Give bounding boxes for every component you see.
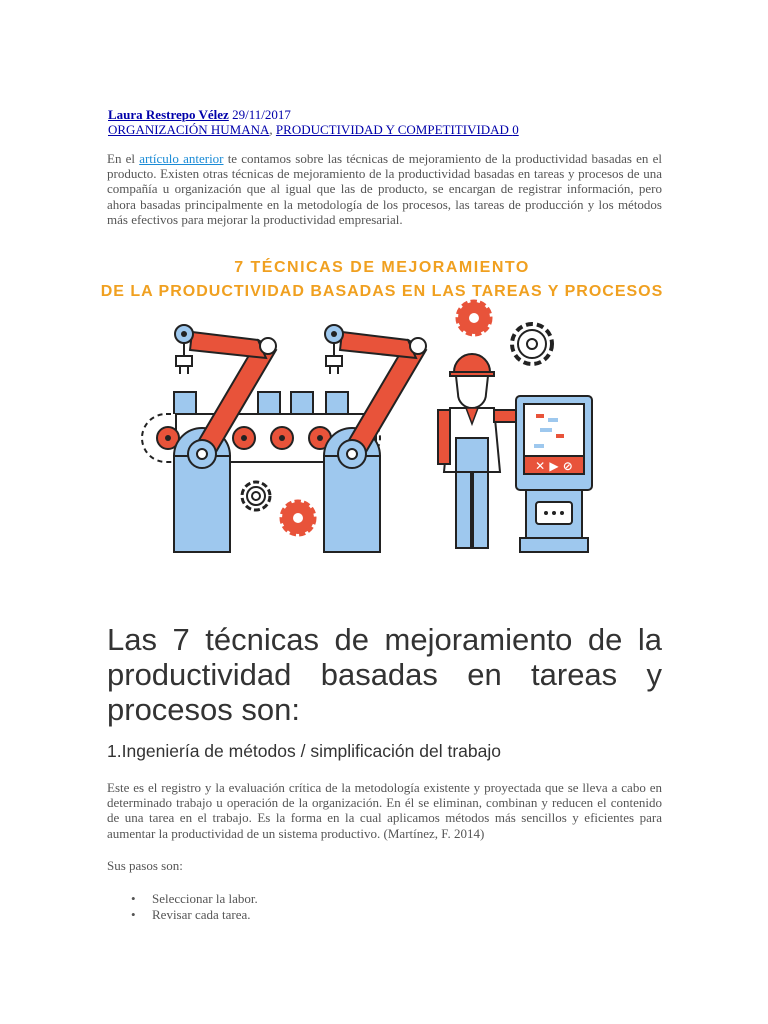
step-text: Revisar cada tarea. [152, 907, 251, 922]
bullet: • [131, 907, 136, 922]
list-item [107, 891, 258, 907]
list-item [107, 907, 258, 923]
hero-title-line2: DE LA PRODUCTIVIDAD BASADAS EN LAS TAREAS Y PROCESOS [100, 283, 664, 300]
kiosk-screen-icon [516, 396, 592, 552]
bullet: • [131, 891, 136, 906]
gear-icon [242, 482, 270, 510]
category-link-organizacion[interactable]: ORGANIZACIÓN HUMANA [108, 122, 270, 137]
category-link-productividad[interactable] [276, 122, 519, 137]
gear-icon [512, 324, 552, 364]
category-separator: , [269, 122, 273, 137]
author-link[interactable]: Laura Restrepo Vélez [108, 107, 229, 122]
category-label: PRODUCTIVIDAD Y COMPETITIVIDAD [275, 122, 509, 137]
svg-text:✕ ▶ ⊘: ✕ ▶ ⊘ [535, 459, 573, 473]
technique-title: 1.Ingeniería de métodos / simplificación del trabajo [107, 741, 501, 761]
post-date: 29/11/2017 [232, 107, 291, 122]
step-text: Seleccionar la labor. [152, 891, 258, 906]
post-meta [108, 107, 519, 137]
comment-count: 0 [512, 122, 519, 137]
hero-title-line1: 7 TÉCNICAS DE MEJORAMIENTO [234, 259, 530, 276]
hero-illustration [96, 248, 668, 572]
gear-icon [458, 302, 490, 334]
intro-text: te contamos sobre las técnicas de mejoramiento de la productividad basadas en el producto. Existen otras técnicas de mejoramiento de la productividad basadas en tareas y procesos de una compañía u organización que al igual que las de producto, se encargan de registrar información, pero ahora basadas principalmente en la metodología de los procesos, las tareas de producción y los métodos más efectivos para mejorar la productividad empresarial. [107, 151, 662, 227]
gear-icon [282, 502, 314, 534]
intro-paragraph [107, 151, 662, 227]
section-heading: Las 7 técnicas de mejoramiento de la productividad basadas en tareas y procesos son: [107, 622, 662, 727]
steps-label: Sus pasos son: [107, 858, 183, 873]
previous-article-link[interactable]: artículo anterior [139, 151, 224, 166]
technique-description: Este es el registro y la evaluación crítica de la metodología existente y proyectada que se lleva a cabo en determinado trabajo u operación de la organización. En él se eliminan, combinan y reducen el contenido de una tarea en el trabajo. Es la forma en la cual aplicamos métodos más sencillos y eficientes para aumentar la productividad de un sistema productivo. (Martínez, F. 2014) [107, 780, 662, 841]
intro-prefix: En el [107, 151, 140, 166]
steps-list [107, 891, 258, 923]
